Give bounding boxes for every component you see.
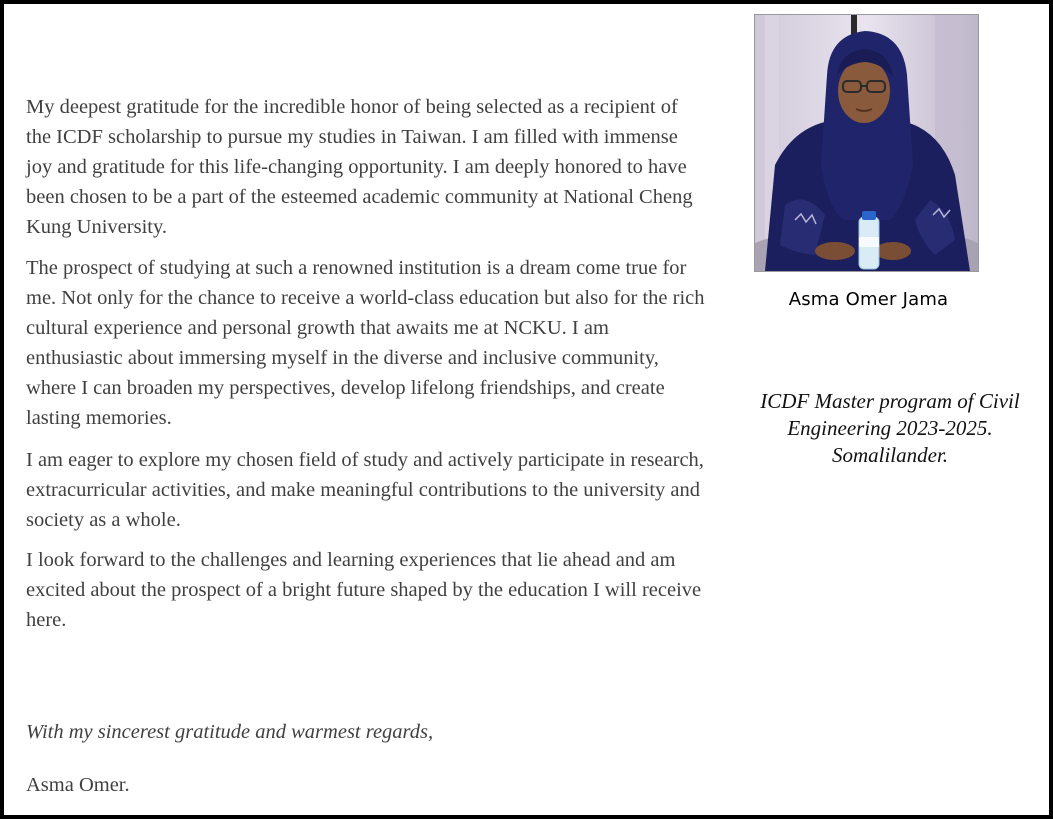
caption-line-3: Somalilander.: [831, 443, 949, 467]
program-caption: [732, 388, 1048, 469]
signature-name: Asma Omer.: [26, 774, 130, 796]
letter-paragraph-2: The prospect of studying at such a renowned institution is a dream come true for me. Not only for the chance to receive a world-class education but also for the rich cultural experience and personal growth that awaits me at NCKU. I am enthusiastic about immersing myself in the diverse and inclusive community, where I can broaden my perspectives, develop lifelong friendships, and create lasting memories.: [26, 257, 705, 429]
closing-line: With my sincerest gratitude and warmest regards,: [26, 721, 434, 743]
letter-paragraph-3: I am eager to explore my chosen field of study and actively participate in research, extracurricular activities, and make meaningful contributions to the university and society as a whole.: [26, 449, 704, 531]
caption-line-1: ICDF Master program of Civil: [760, 389, 1020, 413]
portrait-photo: [754, 14, 979, 272]
letter-paragraph-1: My deepest gratitude for the incredible honor of being selected as a recipient of the ICDF scholarship to pursue my studies in Taiwan. I am filled with immense joy and gratitude for this life-changing opportunity. I am deeply honored to have been chosen to be a part of the esteemed academic community at National Cheng Kung University.: [26, 96, 693, 238]
caption-line-2: Engineering 2023-2025.: [787, 416, 993, 440]
letter-body: [26, 92, 706, 646]
student-name: Asma Omer Jama: [788, 289, 949, 310]
letter-paragraph-4: I look forward to the challenges and learning experiences that lie ahead and am excited about the prospect of a bright future shaped by the education I will receive here.: [26, 549, 702, 631]
